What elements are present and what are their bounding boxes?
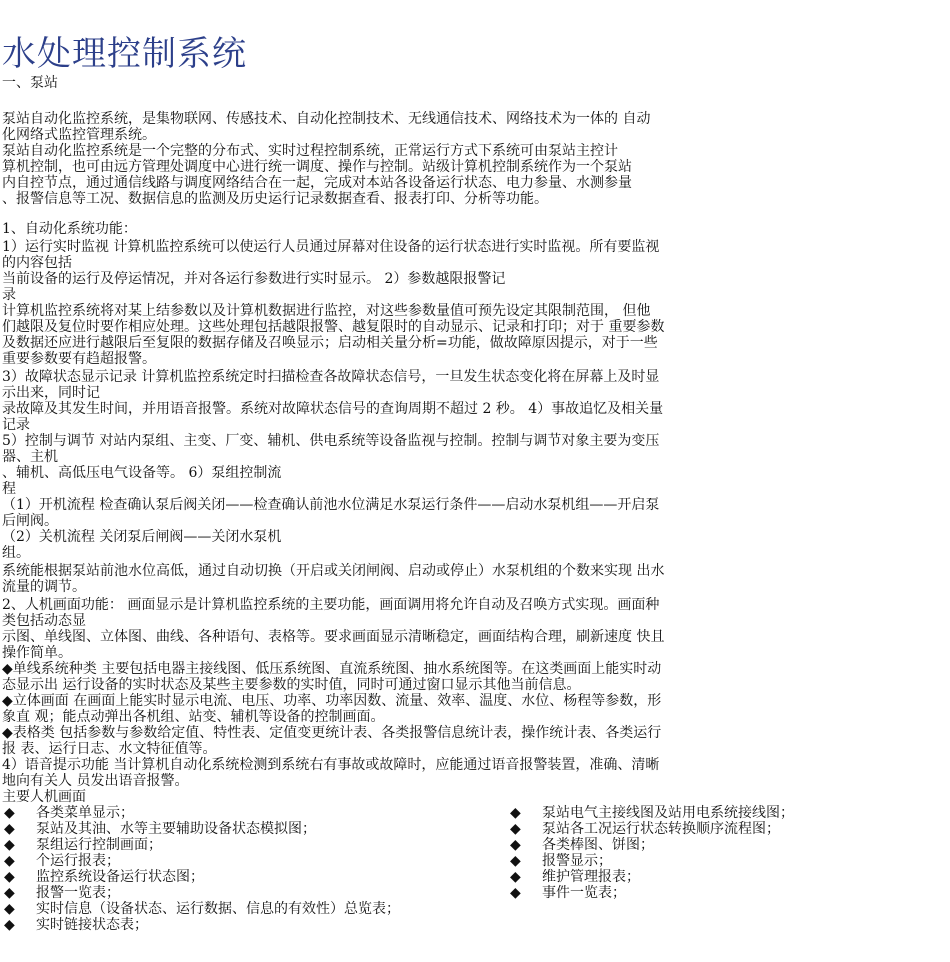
text-line: 记录 (2, 417, 30, 433)
text-line: ◆表格类 包括参数与参数给定值、特性表、定值变更统计表、各类报警信息统计表，操作统计表、各类运行 (2, 725, 662, 741)
text-line: 程 (2, 481, 16, 497)
text-line: 当前设备的运行及停运情况，并对各运行参数进行实时显示。 2）参数越限报警记 (2, 271, 506, 287)
list-item (4, 901, 400, 917)
text-line: 们越限及复位时要作相应处理。这些处理包括越限报警、越复限时的自动显示、记录和打印；对于 重要参数 (2, 319, 665, 335)
text-line: 化网络式监控管理系统。 (2, 127, 156, 143)
list-item (510, 853, 612, 869)
text-line: 4）语音提示功能 当计算机自动化系统检测到系统右有事故或故障时，应能通过语音报警装置，准确、清晰 (2, 757, 660, 773)
list-item (4, 853, 120, 869)
list-item (510, 837, 654, 853)
diamond-bullet-icon: ◆ (4, 853, 15, 869)
list-item (4, 821, 316, 837)
text-line: 示出来，同时记 (2, 385, 100, 401)
list-item-label: 各类棒图、饼图； (542, 837, 654, 853)
text-line: 、辅机、高低压电气设备等。 6）泵组控制流 (2, 465, 282, 481)
list-item-label: 泵站及其油、水等主要辅助设备状态模拟图； (36, 821, 316, 837)
list-item-label: 泵组运行控制画面； (36, 837, 162, 853)
diamond-bullet-icon: ◆ (510, 869, 521, 885)
diamond-bullet-icon: ◆ (510, 837, 521, 853)
list-item (4, 917, 148, 933)
list-item (510, 869, 640, 885)
diamond-bullet-icon: ◆ (4, 885, 15, 901)
text-line: 泵站自动化监控系统是一个完整的分布式、实时过程控制系统，正常运行方式下系统可由泵站主控计 (2, 143, 618, 159)
diamond-bullet-icon: ◆ (4, 837, 15, 853)
text-line: 及数据还应进行越限后至复限的数据存储及召唤显示；启动相关量分析=功能，做故障原因提示，对于一些 (2, 335, 658, 351)
text-line: 主要人机画面 (2, 789, 86, 805)
text-line: 内自控节点，通过通信线路与调度网络结合在一起，完成对本站各设备运行状态、电力参量、水测参量 (2, 175, 632, 191)
text-line: （1）开机流程 检查确认泵后阀关闭——检查确认前池水位满足水泵运行条件——启动水泵机组——开启泵 (2, 497, 660, 513)
diamond-bullet-icon: ◆ (4, 901, 15, 917)
diamond-bullet-icon: ◆ (510, 853, 521, 869)
text-line: 录 (2, 287, 16, 303)
text-line: 一、泵站 (2, 75, 58, 91)
list-item (4, 837, 162, 853)
list-item (4, 869, 204, 885)
list-item-label: 泵站电气主接线图及站用电系统接线图； (542, 805, 794, 821)
text-line: 系统能根据泵站前池水位高低，通过自动切换（开启或关闭闸阀、启动或停止）水泵机组的个数来实现 出水 (2, 563, 665, 579)
text-line: 泵站自动化监控系统，是集物联网、传感技术、自动化控制技术、无线通信技术、网络技术为一体的 自动 (2, 111, 651, 127)
text-line: 操作简单。 (2, 645, 72, 661)
list-item-label: 个运行报表； (36, 853, 120, 869)
list-item-label: 报警一览表； (36, 885, 120, 901)
list-item-label: 实时链接状态表； (36, 917, 148, 933)
text-line: （2）关机流程 关闭泵后闸阀——关闭水泵机 (2, 529, 282, 545)
text-line: 态显示出 运行设备的实时状态及某些主要参数的实时值，同时可通过窗口显示其他当前信息。 (2, 677, 581, 693)
list-item (510, 885, 626, 901)
text-line: 组。 (2, 545, 30, 561)
diamond-bullet-icon: ◆ (4, 869, 15, 885)
diamond-bullet-icon: ◆ (4, 805, 15, 821)
text-line: 流量的调节。 (2, 579, 86, 595)
text-line: ◆立体画面 在画面上能实时显示电流、电压、功率、功率因数、流量、效率、温度、水位、杨程等参数，形 (2, 693, 662, 709)
diamond-bullet-icon: ◆ (510, 805, 521, 821)
diamond-bullet-icon: ◆ (4, 917, 15, 933)
text-line: 、报警信息等工况、数据信息的监测及历史运行记录数据查看、报表打印、分析等功能。 (2, 191, 548, 207)
text-line: 1、自动化系统功能： (2, 221, 137, 237)
list-item-label: 维护管理报表； (542, 869, 640, 885)
text-line: 录故障及其发生时间，并用语音报警。系统对故障状态信号的查询周期不超过 2 秒。 4）事故追忆及相关量 (2, 401, 664, 417)
diamond-bullet-icon: ◆ (510, 885, 521, 901)
list-item-label: 实时信息（设备状态、运行数据、信息的有效性）总览表； (36, 901, 400, 917)
text-line: 5）控制与调节 对站内泵组、主变、厂变、辅机、供电系统等设备监视与控制。控制与调节对象主要为变压 (2, 433, 660, 449)
text-line: 报 表、运行日志、水文特征值等。 (2, 741, 217, 757)
text-line: 示图、单线图、立体图、曲线、各种语句、表格等。要求画面显示清晰稳定，画面结构合理，刷新速度 快且 (2, 629, 665, 645)
text-line: 地向有关人 员发出语音报警。 (2, 773, 189, 789)
text-line: 1）运行实时监视 计算机监控系统可以使运行人员通过屏幕对住设备的运行状态进行实时监视。所有要监视 (2, 239, 660, 255)
text-line: 后闸阀。 (2, 513, 58, 529)
list-item-label: 监控系统设备运行状态图； (36, 869, 204, 885)
list-item-label: 泵站各工况运行状态转换顺序流程图； (542, 821, 780, 837)
text-line: 重要参数要有趋超报警。 (2, 351, 156, 367)
text-line: 器、主机 (2, 449, 58, 465)
diamond-bullet-icon: ◆ (4, 821, 15, 837)
text-line: 2、人机画面功能： 画面显示是计算机监控系统的主要功能，画面调用将允许自动及召唤方式实现。画面种 (2, 597, 660, 613)
list-item-label: 事件一览表； (542, 885, 626, 901)
text-line: 计算机监控系统将对某上结参数以及计算机数据进行监控，对这些参数量值可预先设定其限制范围， 但他 (2, 303, 651, 319)
diamond-bullet-icon: ◆ (510, 821, 521, 837)
text-line: 象直 观；能点动弹出各机组、站变、辅机等设备的控制画面。 (2, 709, 385, 725)
list-item (510, 805, 794, 821)
list-item-label: 各类菜单显示； (36, 805, 134, 821)
list-item (4, 805, 134, 821)
text-line: 3）故障状态显示记录 计算机监控系统定时扫描检查各故障状态信号，一旦发生状态变化将在屏幕上及时显 (2, 369, 660, 385)
text-line: 的内容包括 (2, 255, 72, 271)
list-item-label: 报警显示； (542, 853, 612, 869)
text-line: 算机控制，也可由远方管理处调度中心进行统一调度、操作与控制。站级计算机控制系统作为一个泵站 (2, 159, 632, 175)
list-item (4, 885, 120, 901)
text-line: 类包括动态显 (2, 613, 86, 629)
text-line: ◆单线系统种类 主要包括电器主接线图、低压系统图、直流系统图、抽水系统图等。在这类画面上能实时动 (2, 661, 662, 677)
list-item (510, 821, 780, 837)
page-title: 水处理控制系统 (2, 34, 247, 74)
